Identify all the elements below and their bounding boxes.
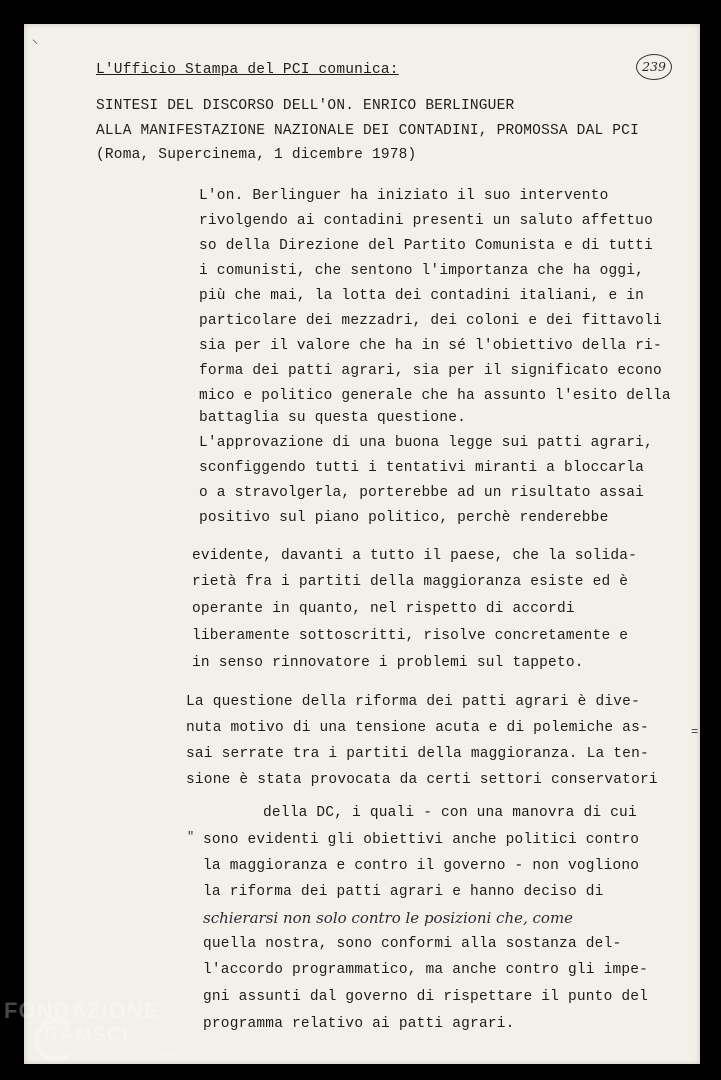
margin-mark: = xyxy=(691,725,699,739)
watermark-sub: onlus xyxy=(154,1048,176,1058)
page-number: 239 xyxy=(636,54,672,80)
text-line: nuta motivo di una tensione acuta e di polemiche as- xyxy=(186,720,649,736)
watermark-line-1: FONDAZIONE xyxy=(4,998,160,1023)
text-line: battaglia su questa questione. xyxy=(199,410,467,426)
text-line: della DC, i quali - con una manovra di cui xyxy=(263,805,637,821)
text-line: gni assunti dal governo di rispettare il punto del xyxy=(203,989,649,1005)
text-line: rivolgendo ai contadini presenti un saluto affettuo xyxy=(199,213,653,229)
title-line-1: SINTESI DEL DISCORSO DELL'ON. ENRICO BERLINGUER xyxy=(96,98,515,114)
text-line: so della Direzione del Partito Comunista e di tutti xyxy=(199,238,653,254)
text-line: la maggioranza e contro il governo - non vogliono xyxy=(203,858,640,874)
text-line: liberamente sottoscritti, risolve concretamente e xyxy=(192,628,629,644)
text-line: la riforma dei patti agrari e hanno deciso di xyxy=(203,884,604,900)
text-line: quella nostra, sono conformi alla sostanza del- xyxy=(203,936,622,952)
text-line: sai serrate tra i partiti della maggioranza. La ten- xyxy=(186,746,649,762)
press-office-header: L'Ufficio Stampa del PCI comunica: xyxy=(96,62,399,78)
text-line: i comunisti, che sentono l'importanza che ha oggi, xyxy=(199,263,645,279)
text-line: in senso rinnovatore i problemi sul tappeto. xyxy=(192,655,584,671)
text-line: programma relativo ai patti agrari. xyxy=(203,1016,515,1032)
title-line-3: (Roma, Supercinema, 1 dicembre 1978) xyxy=(96,147,417,163)
document-page xyxy=(24,24,700,1064)
text-line: evidente, davanti a tutto il paese, che la solida- xyxy=(192,548,638,564)
text-line: L'approvazione di una buona legge sui patti agrari, xyxy=(199,435,653,451)
text-line: sono evidenti gli obiettivi anche politici contro xyxy=(203,832,640,848)
text-line: La questione della riforma dei patti agrari è dive- xyxy=(186,694,640,710)
margin-mark: " xyxy=(187,830,195,844)
text-line: forma dei patti agrari, sia per il significato econo xyxy=(199,363,662,379)
text-line: sconfiggendo tutti i tentativi miranti a bloccarla xyxy=(199,460,645,476)
text-line: rietà fra i partiti della maggioranza esiste ed è xyxy=(192,574,629,590)
text-line: L'on. Berlinguer ha iniziato il suo intervento xyxy=(199,188,609,204)
title-line-2: ALLA MANIFESTAZIONE NAZIONALE DEI CONTADINI, PROMOSSA DAL PCI xyxy=(96,123,639,139)
text-line: particolare dei mezzadri, dei coloni e dei fittavoli xyxy=(199,313,662,329)
text-line: l'accordo programmatico, ma anche contro gli impe- xyxy=(203,962,649,978)
watermark-line-2: RAMSCI xyxy=(44,1024,129,1046)
text-line: positivo sul piano politico, perchè renderebbe xyxy=(199,510,609,526)
corner-mark: ⸜ xyxy=(32,33,39,47)
handwritten-insert: schierarsi non solo contro le posizioni che, come xyxy=(203,909,574,927)
text-line: operante in quanto, nel rispetto di accordi xyxy=(192,601,575,617)
text-line: più che mai, la lotta dei contadini italiani, e in xyxy=(199,288,645,304)
text-line: o a stravolgerla, porterebbe ad un risultato assai xyxy=(199,485,645,501)
text-line: sia per il valore che ha in sé l'obiettivo della ri- xyxy=(199,338,662,354)
text-line: sione è stata provocata da certi settori conservatori xyxy=(186,772,658,788)
text-line: mico e politico generale che ha assunto l'esito della xyxy=(199,388,671,404)
